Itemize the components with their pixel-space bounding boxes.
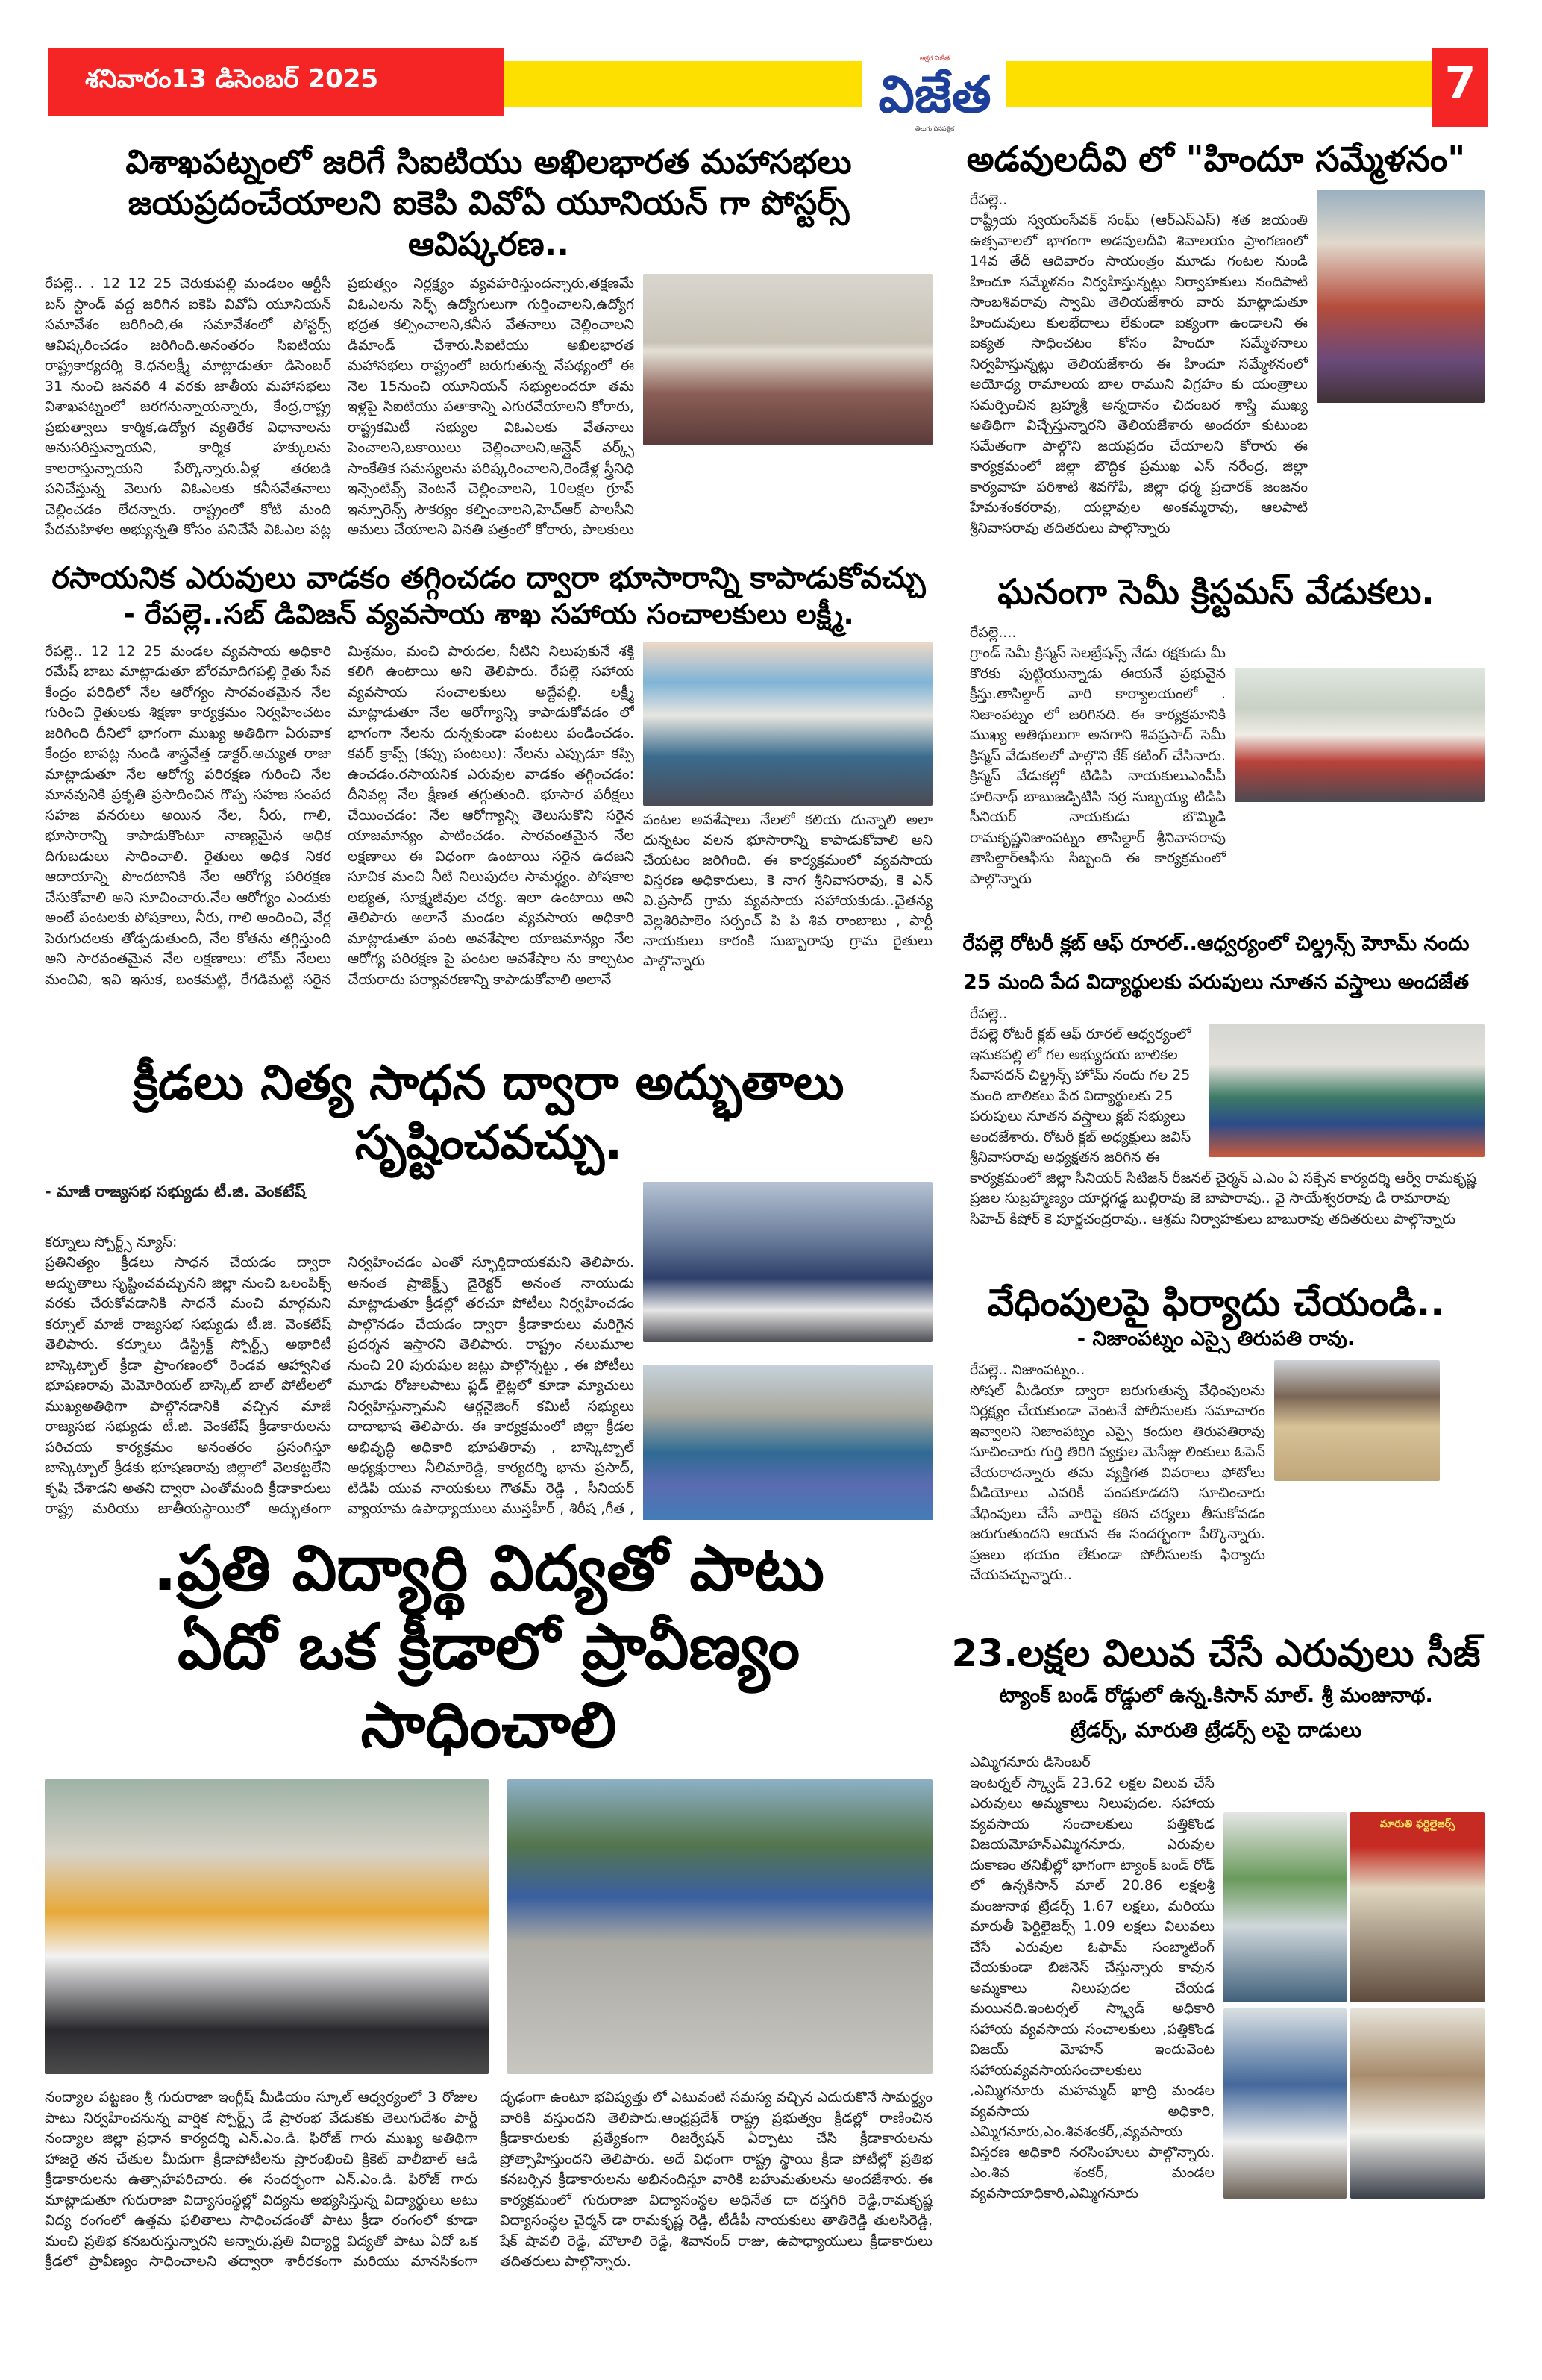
article-rotary-body-wrap — [947, 1024, 1485, 1274]
headline-school-sports-line2: ఏదో ఒక క్రీడాలో ప్రావీణ్యం సాధించాలి — [177, 1610, 800, 1761]
article-body-citu: రేపల్లె.. . 12 12 25 చెరుకుపల్లి మండలం ఆర్టీసీ బస్ స్టాండ్ వద్ద జరిగిన ఐకెపి వివోఏ యూనియన్ సమావేశం జరిగింది,ఈ సమావేశంలో పోస్టర్స్ ఆవిష్కరించడం జరిగింది.అనంతరం సిఐటియు రాష్ట్రకార్యదర్శి కె.ధనలక్ష్మీ మాట్లాడుతూ డిసెంబర్ 31 నుంచి జనవరి 4 వరకు జాతీయ మహాసభలు విశాఖపట్నంలో జరగనున్నాయన్నారు, కేంద్ర,రాష్ట్ర ప్రభుత్వాలు కార్మిక,ఉద్యోగ వ్యతిరేక విధానాలను అనుసరిస్తున్నాయని, కార్మిక హక్కులను కాలరాస్తున్నాయని పేర్కొన్నారు.ఏళ్ల తరబడి పనిచేస్తున్న వెలుగు విఓఎలకు కనీసవేతనాలు చెల్లించడం లేదన్నారు. రాష్ట్రంలో కోటి మంది పేదమహిళల అభ్యున్నతి కోసం పనిచేసే విఓఎల పట్ల ప్రభుత్వం నిర్లక్ష్యం వ్యవహరిస్తుందన్నారు,తక్షణమే విఓఎలను సెర్ఫ్ ఉద్యోగులుగా గుర్తించాలని,ఉద్యోగ భద్రత కల్పించాలని,కనీస వేతనాలు చెల్లించాలని డిమాండ్ చేశారు.సిఐటియు అఖిలభారత మహాసభలు రాష్ట్రంలో జరుగుతున్న నేపథ్యంలో ఈ నెల 15నుంచి యూనియన్ సభ్యులందరూ తమ ఇళ్లపై సిఐటియు పతాకాన్ని ఎగురవేయాలని కోరారు, రాష్ట్రకమిటీ సభ్యుల విఓఎలకు వేతనాలు పెంచాలని,బకాయిలు చెల్లించాలని,ఆన్లైన్ వర్క్స్ సాంకేతిక సమస్యలను పరిష్కరించాలని,రెండేళ్ల స్త్రీనిధి ఇన్సెంటివ్స్ వెంటనే చెల్లించాలని, 10లక్షల గ్రూప్ ఇన్సూరెన్స్ సౌకర్యం కల్పించాలని,హెచ్ఆర్ పాలసీని అమలు చేయాలని వినతి పత్రంలో కోరారు, పాలకులు — [45, 275, 634, 538]
headline-christmas: ఘనంగా సెమీ క్రిస్టమస్ వేడుకలు. — [997, 571, 1435, 612]
photo-basketball-guests — [643, 1182, 933, 1342]
header-band-left — [504, 61, 862, 107]
article-harassment — [947, 1280, 1485, 1619]
article-hindu — [947, 138, 1485, 556]
headline-sports: క్రీడలు నిత్య సాధన ద్వారా అద్భుతాలు సృష్టించవచ్చు. — [133, 1056, 844, 1171]
article-body-soil: రేపల్లె.. 12 12 25 మండల వ్యవసాయ అధికారి రమేష్ బాబు మాట్లాడుతూ బోరమాదిగపల్లి రైతు సేవ కేంద్రం పరిధిలో నేల ఆరోగ్యం సారవంతమైన నేల గురించి రైతులకు శిక్షణా కార్యక్రమం నిర్వహించటం జరిగింది దీనిలో భాగంగా ముఖ్య అతిథిగా ఏరువాక కేంద్రం బాపట్ల నుండి శాస్త్రవేత్త డాక్టర్.అచ్యుత రాజు మాట్లాడుతూ నేల ఆరోగ్య పరిరక్షణ గురించి నేల మానవునికి ప్రకృతి ప్రసాదించిన గొప్ప సహజ సంపద సహజ వనరులు అయిన నేల, నీరు, గాలి, భూసారాన్ని కాపాడుకొంటూ నాణ్యమైన అధిక దిగుబడులు సాధించాలి. రైతులు అధిక నికర ఆదాయాన్ని పొందటానికి నేల ఆరోగ్య పరిరక్షణ చేసుకోవాలి అని సూచించారు.నేల ఆరోగ్యం ఎందుకు అంటే పంటలకు పోషకాలు, నీరు, గాలి అందించి, వేర్ల పెరుగుదలకు తోడ్పడుతుంది, నేల కోతను తగ్గిస్తుంది అని సారవంతమైన నేల లక్షణాలు: లోమ్ నేలలు మంచివి, ఇవి ఇసుక, బంకమట్టి, రేగడిమట్టి సరైన మిశ్రమం, మంచి పారుదల, నీటిని నిలుపుకునే శక్తి కలిగి ఉంటాయి అని తెలిపారు. రేపల్లె సహాయ వ్యవసాయ సంచాలకులు అద్దేపల్లి. లక్ష్మీ మాట్లాడుతూ నేల ఆరోగ్యాన్ని కాపాడుకోవడం లో భాగంగా నేలను దున్నకుండా పంటలు పండించడం. కవర్ క్రాప్స్ (కప్పు పంటలు): నేలను ఎప్పుడూ కప్పి ఉంచడం.రసాయనిక ఎరువుల వాడకం తగ్గించడం: దీనివల్ల నేల క్షీణత తగ్గుతుంది. భూసార పరీక్షలు చేయించడం: నేల ఆరోగ్యాన్ని తెలుసుకొని సరైన యాజమాన్యం పాటించడం. సారవంతమైన నేల లక్షణాలు ఈ విధంగా ఉంటాయి సరైన ఉదజని సూచిక మంచి నీటి నిలుపుదల సామర్థ్యం. పోషకాల లభ్యత, సూక్ష్మజీవుల చర్య. ఇలా ఉంటాయి అని తెలిపారు అలానే మండల వ్యవసాయ అధికారి మాట్లాడుతూ పంట అవశేషాల యాజమాన్యం నేల ఆరోగ్య పరిరక్షణ పై పంటల అవశేషాల ను కాల్చటం చేయరాదు పర్యావరణాన్ని కాపాడుకోవాలి అలానే — [45, 642, 634, 988]
dateline-harassment: రేపల్లె.. నిజాంపట్నం.. — [970, 1362, 1085, 1379]
article-body-christmas: గ్రాండ్ సెమీ క్రిస్మస్ సెలబ్రేషన్స్ నేడు రక్షకుడు మీ కొరకు పుట్టియున్నాడు ఈయనే ప్రభువైన క్రీస్తు.తాసిల్దార్ వారి కార్యాలయంలో . నిజాంపట్నం లో జరిగినది. ఈ కార్యక్రమానికి ముఖ్య అతిథులుగా అనగాని శివప్రసాద్ సెమీ క్రిస్మస్ వేడుకలలో పాల్గొని కేక్ కటింగ్ చేసినారు. క్రిస్మస్ వేడుకల్లో టిడిపి నాయకులుఎంపీపీ హరినాథ్ బాబుజడ్పిటిసి నర్ర సుబ్బయ్య టిడిపి సీనియర్ నాయకుడు బొమ్మిడి రామకృష్ణనిజాంపట్నం తాసిల్దార్ శ్రీనివాసరావు తాసిల్దార్ఆఫీసు సిబ్బంది ఈ కార్యక్రమంలో పాల్గొన్నారు — [970, 645, 1226, 887]
photo-shop-inspection-1 — [1223, 1812, 1347, 2002]
subheadline-fertilizer-line2: ట్రేడర్స్, మారుతి ట్రేడర్స్ లపై దాడులు — [1070, 1719, 1362, 1743]
dateline-christmas: రేపల్లె.... — [970, 624, 1017, 641]
header-band-right — [1003, 61, 1432, 107]
article-body-sports: ప్రతినిత్యం క్రీడలు సాధన చేయడం ద్వారా అద్భుతాలు సృష్టించవచ్చునని జిల్లా నుంచి ఒలంపిక్స్ వరకు చేరుకోవడానికి సాధనే మంచి మార్గమని కర్నూల్ మాజీ రాజ్యసభ సభ్యుడు టీ.జి. వెంకటేష్ తెలిపారు. కర్నూలు డిస్ట్రిక్ట్ స్పోర్ట్స్ అథారిటీ బాస్కెట్బాల్ క్రీడా ప్రాంగణంలో రెండవ ఆహ్వానిత భూషణరావు మెమోరియల్ బాస్కెట్ బాల్ పోటీలలో ముఖ్యఅతిథిగా పాల్గొనడానికి వచ్చిన మాజీ రాజ్యసభ సభ్యుడు టీ.జి. వెంకటేష్ క్రీడాకారులను పరిచయ కార్యక్రమం అనంతరం ప్రసంగిస్తూ బాస్కెట్బాల్ క్రీడకు భూషణరావు జిల్లాలో వెలకట్టలేని కృషి చేశాడని అతని ద్వారా ఎంతోమంది క్రీడాకారులు రాష్ట్ర మరియు జాతీయస్థాయిలో అద్భుతంగా నిర్వహించడం ఎంతో స్ఫూర్తిదాయకమని తెలిపారు. అనంత ప్రాజెక్ట్స్ డైరెక్టర్ అనంత నాయుడు మాట్లాడుతూ క్రీడల్లో తరచూ పోటీలు నిర్వహించడం పాల్గొనడం చేయడం ద్వారా క్రీడాకారులు మరిగైన ప్రదర్శన ఇస్తారని తెలిపారు. రాష్ట్రం నలుమూల నుంచి 20 పురుషుల జట్లు పాల్గొన్నట్టు , ఈ పోటీలు మూడు రోజులపాటు ఫ్లడ్ లైట్లలో కూడా మ్యాచులు నిర్వహిస్తున్నామని ఆర్గనైజింగ్ కమిటీ సభ్యులు దాదాభాష తెలిపారు. ఈ కార్యక్రమంలో జిల్లా క్రీడల అభివృద్ధి అధికారి భూపతిరావు , బాస్కెట్బాల్ అధ్యక్షురాలు నీలిమారెడ్డి, కార్యదర్శి భాను ప్రసాద్, టిడిపి యువ నాయకులు గౌతమ్ రెడ్డి , సీనియర్ వ్యాయామ ఉపాధ్యాయులు ముస్తహీర్ , శిరీష ,గీత , — [45, 1254, 634, 1517]
headline-harassment: వేధింపులపై ఫిర్యాదు చేయండి.. — [987, 1281, 1445, 1324]
shop-sign: మారుతి ఫర్టిలైజర్స్ — [1379, 1818, 1455, 1830]
headline-hindu-sammelanam: అడవులదీవి లో "హిందూ సమ్మేళనం" — [966, 139, 1466, 179]
headline-rotary: రేపల్లె రోటరీ క్లబ్ ఆఫ్ రూరల్..ఆధ్వర్యంలో చిల్డ్రన్స్ హెూమ్ నందు — [962, 932, 1470, 955]
photo-shop-inspection-2 — [1223, 2008, 1347, 2199]
subheadline-soil: - రేపల్లె..సబ్ డివిజన్ వ్యవసాయ శాఖ సహాయ సంచాలకులు లక్ష్మీ. — [123, 598, 854, 630]
headline-fertilizer-seized: 23.లక్షల విలువ చేసే ఎరువులు సీజ్ — [951, 1632, 1481, 1675]
photo-rotary-children — [1209, 1024, 1485, 1157]
article-body-harassment: సోషల్ మీడియా ద్వారా జరుగుతున్న వేధింపులను నిర్లక్ష్యం చేయకుండా వెంటనే పోలీసులకు సమాచారం ఇవ్వాలని నిజాంపట్నం ఎస్సై కందుల తిరుపతిరావు సూచించారు గుర్తి తిరిగి వ్యక్తుల మెసేజ్లు లింకులు ఓపెన్ చేయరాదన్నారు తమ వ్యక్తిగత వివరాలు ఫోటోలు వీడియోలు ఎవరికీ పంపకూడదని సూచించారు వేధింపులు చేసే వారిపై కఠిన చర్యలు తీసుకోవడం జరుగుతుందని ఆయన ఈ సందర్భంగా పేర్కొన్నారు. ప్రజలు భయం లేకుండా పోలీసులకు ఫిర్యాదు చేయవచ్చున్నారు.. — [970, 1382, 1265, 1584]
photo-ribbon-cutting — [45, 1779, 489, 2074]
article-citu — [45, 142, 933, 548]
photo-si-tirupathi-rao — [1274, 1360, 1440, 1481]
photo-cricket-play — [507, 1779, 933, 2074]
photo-poster-launch — [643, 274, 933, 445]
photo-shop-inspection-3 — [1350, 2008, 1485, 2199]
logo-subtitle: తెలుగు దినపత్రిక — [915, 125, 955, 132]
subheadline-fertilizer: ట్యాంక్ బండ్ రోడ్డులో ఉన్న.కిసాన్ మాల్. శ్రీ మంజునాథ. — [999, 1683, 1433, 1707]
dateline-fertilizer: ఎమ్మిగనూరు డిసెంబర్ — [970, 1754, 1091, 1770]
logo-tagline: అక్షర విజేత — [919, 55, 950, 63]
article-body-rotary: రేపల్లె రోటరీ క్లబ్ ఆఫ్ రూరల్ ఆధ్వర్యంలో ఇసుకపల్లి లో గల అభ్యుదయ బాలికల సేవాసదన్ చిల్డ్రన్స్ హోమ్ నందు గల 25 మంది బాలికలు పేద విద్యార్థులకు 25 పరుపులు నూతన వస్త్రాలు క్లబ్ సభ్యులు అందజేశారు. రోటరీ క్లబ్ అధ్యక్షులు జవిస్ శ్రీనివాసరావు అధ్యక్షతన జరిగిన ఈ కార్యక్రమంలో జిల్లా సీనియర్ సిటిజన్ రీజనల్ చైర్మన్ ఎ.ఎం ఏ సక్సేన కార్యదర్శి ఆర్వీ రామకృష్ణ ప్రజల సుబ్రహ్మణ్యం యార్లగడ్డ బుల్లిరావు జె బాపారావు.. వై సాయేశ్వరరావు డి రామారావు సిహెచ్ కిషోర్ కె పూర్ణచంద్రరావు.. ఆశ్రమ నిర్వాహకులు బాబురావు తదితరులు పాల్గొన్నారు — [970, 1026, 1476, 1227]
photo-christmas-celebration — [1235, 668, 1485, 802]
photo-hindu-sammelanam — [1317, 190, 1485, 403]
dateline-rotary: రేపల్లె.. — [970, 1005, 1008, 1022]
article-soil — [45, 560, 933, 1045]
photo-soil-training — [643, 642, 933, 806]
article-body-school-sports: నంద్యాల పట్టణం శ్రీ గురురాజా ఇంగ్లీష్ మీడియం స్కూల్ ఆధ్వర్యంలో 3 రోజుల పాటు నిర్వహించనున్న వార్షిక స్పోర్ట్స్ డే ప్రారంభ వేడుకకు తెలుగుదేశం పార్టీ నంద్యాల జిల్లా ప్రధాన కార్యదర్శి ఎన్.ఎం.డి. ఫిరోజ్ గారు ముఖ్య అతిథిగా హాజరై తన చేతుల మీదుగా క్రీడాపోటీలను ప్రారంభించి క్రికెట్ వాలీబాల్ ఆడి క్రీడాకారులను ఉత్సాహపరిచారు. ఈ సందర్భంగా ఎన్.ఎం.డి. ఫిరోజ్ గారు మాట్లాడుతూ గురురాజా విద్యాసంస్థల్లో విద్యను అభ్యసిస్తున్న విద్యార్థులు అటు విద్య రంగంలో ఉత్తమ ఫలితాలు సాధించడంతో పాటు క్రీడా రంగంలో కూడా మంచి ప్రతిభ కనబరుస్తున్నారని అన్నారు.ప్రతి విద్యార్థి విద్యతో పాటు ఏదో ఒక క్రీడలో ప్రావీణ్యం సాధించాలని తద్వారా శారీరకంగా మరియు మానసికంగా దృఢంగా ఉంటూ భవిష్యత్తు లో ఎటువంటి సమస్య వచ్చిన ఎదురుకొనే సామర్థ్యం వారికి వస్తుందని తెలిపారు.ఆంధ్రప్రదేశ్ రాష్ట్ర ప్రభుత్వం క్రీడల్లో రాణించిన క్రీడాకారులకు ప్రత్యేకంగా రిజర్వేషన్ ఏర్పాటు చేసి క్రీడాకారులను ప్రోత్సాహిస్తుందని తెలిపారు. అదే విధంగా రాష్ట్ర స్థాయి క్రీడా పోటీల్లో ప్రతిభ కనబర్చిన క్రీడాకారులను అభినందిస్తూ వారికి బహుమతులను అందజేశారు. ఈ కార్యక్రమంలో గురురాజా విద్యాసంస్థల అధినేత దా దస్తగిరి రెడ్డి,రామకృష్ణ విద్యాసంస్థల చైర్మన్ డా రామకృష్ణ రెడ్డి, టీడీపీ నాయకులు తాతిరెడ్డి తులసిరెడ్డి, షేక్ షావలి రెడ్డి, మౌలాలి రెడ్డి, శివానంద్ రాజు, ఉపాధ్యాయులు క్రీడాకారులు తదితరులు పాల్గొన్నారు. — [45, 2089, 933, 2270]
dateline-sports: కర్నూలు స్పోర్ట్స్ న్యూస్: — [45, 1233, 178, 1250]
headline-soil: రసాయనిక ఎరువులు వాడకం తగ్గించడం ద్వారా భూసారాన్ని కాపాడుకోవచ్చు — [51, 561, 926, 595]
page-number: 7 — [1432, 48, 1488, 127]
article-christmas — [947, 571, 1485, 892]
article-fertilizer — [947, 1630, 1485, 2317]
headline-school-sports: .ప్రతి విద్యార్థి విద్యతో పాటు — [153, 1532, 824, 1605]
dateline-hindu: రేపల్లె.. — [970, 191, 1008, 208]
article-body-hindu: రాష్ట్రీయ స్వయంసేవక్ సంఘ్ (ఆర్ఎస్ఎస్) శత జయంతి ఉత్సవాలలో భాగంగా అడవులదీవి శివాలయం ప్రాంగణంలో 14వ తేదీ ఆదివారం సాయంత్రం మూడు గంటల నుండి హిందూ సమ్మేళనం నిర్వహిస్తున్నట్లు నిర్వాహకులు నందిపాటి సాంబశివరావు స్వామి తెలియజేశారు వారు మాట్లాడుతూ హిందువులు కులభేదాలు లేకుండా ఐక్యంగా ఉండాలని ఈ ఐక్యత సాధించటం కోసం హిందూ సమ్మేళనాలు నిర్వహిస్తున్నట్లు తెలియజేశారు ఈ హిందూ సమ్మేళనంలో అయోధ్య రామాలయ బాల రాముని విగ్రహం కు యంత్రాలు సమర్పించిన బ్రహ్మశ్రీ అన్నదానం చిదంబర శాస్త్రి ముఖ్య అతిథిగా విచ్చేస్తున్నారని తెలియజేశారు అందరూ కుటుంబ సమేతంగా పాల్గొని జయప్రదం చేయాలని కోరారు ఈ కార్యక్రమంలో జిల్లా బౌద్ధిక ప్రముఖ ఎస్ నరేంద్ర, జిల్లా కార్యవాహ పరిశాటి శివగోపి, జిల్లా ధర్మ ప్రచారక్ జంజనం హేమశంకరరావు, యల్లావుల అంకమ్మరావు, ఆలపాటి శ్రీనివాసరావు తదితరులు పాల్గొన్నారు — [970, 212, 1308, 536]
headline-rotary-line2: 25 మంది పేద విద్యార్థులకు పరుపులు నూతన వస్త్రాలు అందజేత — [962, 970, 1470, 994]
headline-citu-line2: జయప్రదంచేయాలని ఐకెపి వివోఏ యూనియన్ గా పోస్టర్స్ ఆవిష్కరణ.. — [128, 184, 850, 263]
headline-citu: విశాఖపట్నంలో జరిగే సిఐటియు అఖిలభారత మహాసభలు — [125, 143, 852, 181]
logo-name: విజేత — [878, 65, 991, 125]
caption-soil: పంటల అవశేషాలు నేలలో కలియ దున్నాలి అలా దున్నటం వలన భూసారాన్ని కాపాడుకోవాలి అని చేయటం జరిగింది. ఈ కార్యక్రమంలో వ్యవసాయ విస్తరణ అధికారులు, కె నాగ శ్రీనివాసరావు, కె ఎన్ వి.ప్రసాద్ గ్రామ వ్యవసాయ సహాయకుడు..చైతన్య వెల్లశిరిపాలెం సర్పంచ్ పి పి శివ రాంబాబు , పార్టీ నాయకులు కారంకి సుబ్బారావు గ్రామ రైతులు పాల్గొన్నారు — [643, 811, 933, 969]
subheadline-harassment: - నిజాంపట్నం ఎస్సై తిరుపతి రావు. — [1076, 1327, 1355, 1350]
article-sports — [45, 1053, 933, 1520]
photo-fertilizer-shop-front — [1350, 1812, 1485, 2002]
photo-basketball-players — [643, 1365, 933, 1520]
issue-date: శనివారం13 డిసెంబర్ 2025 — [48, 48, 504, 116]
article-school-sports — [45, 1529, 933, 2358]
byline-sports: - మాజీ రాజ్యసభ సభ్యుడు టీ.జి. వెంకటేష్ — [45, 1183, 306, 1200]
fertilizer-photo-grid — [1223, 1812, 1485, 2317]
article-body-fertilizer: ఇంటర్నల్ స్క్వాడ్ 23.62 లక్షల విలువ చేసే ఎరువులు అమ్మకాలు నిలుపుదల. సహాయ వ్యవసాయ సంచాలకులు పత్తికొండ విజయమోహన్ఎమ్మిగనూరు, ఎరువుల దుకాణం తనిఖీల్లో భాగంగా ట్యాంక్ బండ్ రోడ్ లో ఉన్నకిసాన్ మాల్ 20.86 లక్షలశ్రీ మంజునాథ ట్రేడర్స్ 1.67 లక్షలు, మరియు మారుతీ ఫెర్టిలైజర్స్ 1.09 లక్షలు విలువలు చేసే ఎరువుల ఓఫామ్ సంబ్మాటింగ్ చేయకుండా బిజినెస్ చేస్తున్నారు కావున అమ్మకాలు నిలుపుదల చేయడ మయినది.ఇంటర్నల్ స్క్వాడ్ అధికారి సహాయ వ్యవసాయ సంచాలకులు ,పత్తికొండ విజయ్ మోహన్ ఇందువెంట సహాయవ్యవసాయసంచాలకులు ,ఎమ్మిగనూరు మహమ్మద్ ఖాద్రి మండల వ్యవసాయ అధికారి, ఎమ్మిగనూరు,ఎం.శివశంకర్,,వ్యవసాయ విస్తరణ అధికారి నరసింహులు పాల్గొన్నారు. ఎం.శివ శంకర్, మండల వ్యవసాయాధికారి,ఎమ్మిగనూరు — [970, 1774, 1215, 2202]
article-rotary — [947, 931, 1485, 1274]
